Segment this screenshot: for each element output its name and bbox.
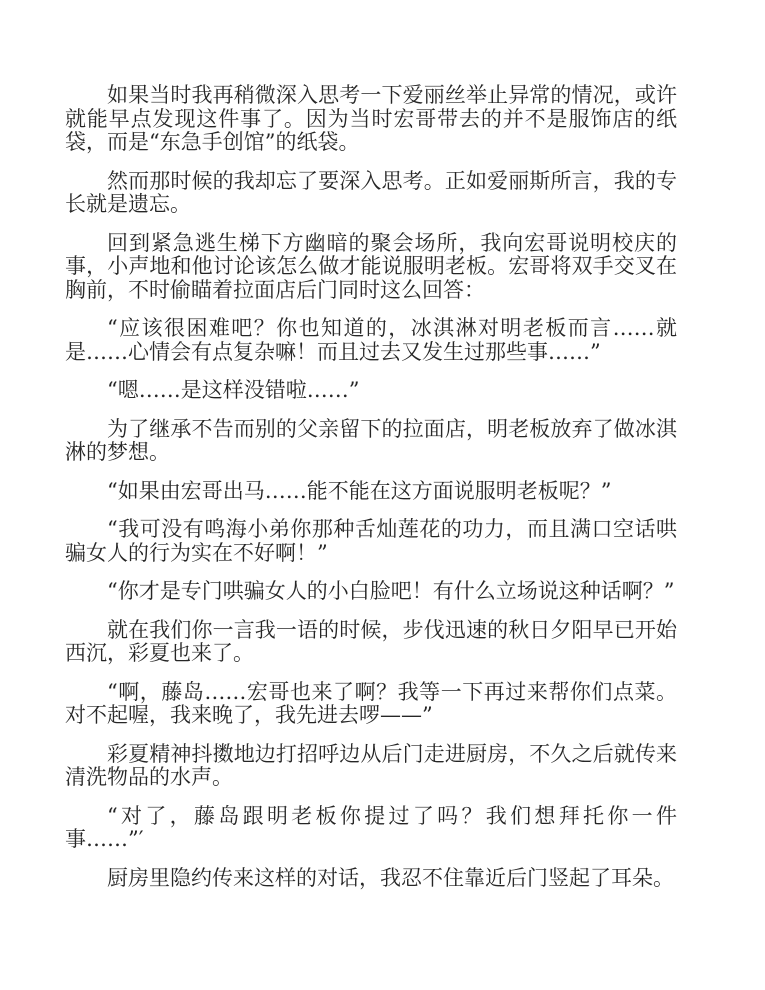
paragraph: “我可没有鸣海小弟你那种舌灿莲花的功力，而且满口空话哄骗女人的行为实在不好啊！” bbox=[65, 517, 677, 565]
paragraph: 厨房里隐约传来这样的对话，我忍不住靠近后门竖起了耳朵。 bbox=[107, 865, 674, 890]
paragraph: “你才是专门哄骗女人的小白脸吧！有什么立场说这种话啊？” bbox=[107, 579, 675, 603]
paragraph: 回到紧急逃生梯下方幽暗的聚会场所，我向宏哥说明校庆的事，小声地和他讨论该怎么做才能说服明老板。宏哥将双手交叉在胸前，不时偷瞄着拉面店后门同时这么回答： bbox=[65, 230, 677, 302]
paragraph: “应该很困难吧？你也知道的，冰淇淋对明老板而言……就是……心情会有点复杂嘛！而且过去又发生过那些事……” bbox=[65, 316, 677, 364]
paragraph: 为了继承不告而别的父亲留下的拉面店，明老板放弃了做冰淇淋的梦想。 bbox=[65, 416, 677, 464]
paragraph: “嗯……是这样没错啦……” bbox=[107, 378, 360, 402]
body-text bbox=[65, 84, 677, 905]
paragraph: “对了，藤岛跟明老板你提过了吗？我们想拜托你一件事……”′ bbox=[65, 803, 677, 851]
paragraph: 如果当时我再稍微深入思考一下爱丽丝举止异常的情况，或许就能早点发现这件事了。因为当时宏哥带去的并不是服饰店的纸袋，而是“东急手创馆”的纸袋。 bbox=[65, 83, 677, 154]
paragraph: 然而那时候的我却忘了要深入思考。正如爱丽斯所言，我的专长就是遗忘。 bbox=[65, 168, 677, 216]
paragraph: 彩夏精神抖擞地边打招呼边从后门走进厨房，不久之后就传来清洗物品的水声。 bbox=[65, 741, 677, 789]
paragraph: “啊，藤岛……宏哥也来了啊？我等一下再过来帮你们点菜。对不起喔，我来晚了，我先进去啰——” bbox=[65, 679, 677, 727]
paragraph: “如果由宏哥出马……能不能在这方面说服明老板呢？” bbox=[107, 478, 612, 503]
paragraph: 就在我们你一言我一语的时候，步伐迅速的秋日夕阳早已开始西沉，彩夏也来了。 bbox=[65, 617, 677, 665]
